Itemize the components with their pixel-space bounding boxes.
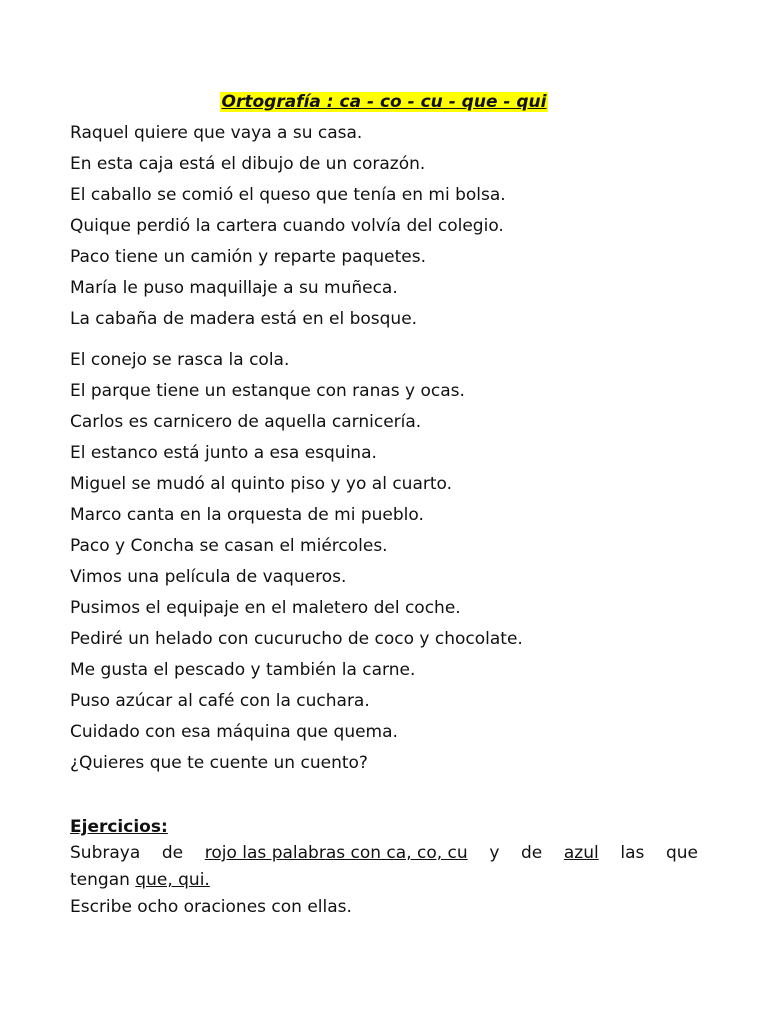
exercise-instruction-2 xyxy=(70,867,698,893)
word: de xyxy=(161,843,184,863)
word: Subraya xyxy=(70,843,141,863)
sentence-list xyxy=(70,118,710,779)
sentence: El caballo se comió el queso que tenía en mi bolsa. xyxy=(70,185,506,205)
sentence: La cabaña de madera está en el bosque. xyxy=(70,309,418,329)
exercise-instruction-1 xyxy=(70,840,698,866)
underlined-phrase-red: rojo las palabras con ca, co, cu xyxy=(204,843,468,863)
sentence: Marco canta en la orquesta de mi pueblo. xyxy=(70,505,424,525)
page-title xyxy=(0,89,768,115)
sentence: ¿Quieres que te cuente un cuento? xyxy=(70,753,368,773)
word: de xyxy=(521,843,543,863)
sentence: Vimos una película de vaqueros. xyxy=(70,567,347,587)
sentence: Raquel quiere que vaya a su casa. xyxy=(70,123,363,143)
sentence: Paco tiene un camión y reparte paquetes. xyxy=(70,247,427,267)
sentence: Quique perdió la cartera cuando volvía del colegio. xyxy=(70,216,504,236)
sentence: El estanco está junto a esa esquina. xyxy=(70,443,377,463)
word: que xyxy=(665,843,698,863)
word: las xyxy=(620,843,645,863)
page-title-text: Ortografía : ca - co - cu - que - qui xyxy=(221,92,547,112)
sentence: El conejo se rasca la cola. xyxy=(70,350,290,370)
sentence: Puso azúcar al café con la cuchara. xyxy=(70,691,370,711)
sentence: Miguel se mudó al quinto piso y yo al cuarto. xyxy=(70,474,453,494)
word: tengan xyxy=(70,870,130,890)
exercises-heading-text: Ejercicios: xyxy=(70,817,168,837)
exercise-instruction-3: Escribe ocho oraciones con ellas. xyxy=(70,897,352,917)
underlined-syllables: que, qui. xyxy=(135,870,210,890)
sentence: María le puso maquillaje a su muñeca. xyxy=(70,278,398,298)
sentence: Me gusta el pescado y también la carne. xyxy=(70,660,416,680)
sentence: Pusimos el equipaje en el maletero del coche. xyxy=(70,598,461,618)
underlined-word-blue: azul xyxy=(563,843,599,863)
sentence: El parque tiene un estanque con ranas y ocas. xyxy=(70,381,465,401)
sentence: Carlos es carnicero de aquella carnicería. xyxy=(70,412,422,432)
word: y xyxy=(489,843,500,863)
sentence: Paco y Concha se casan el miércoles. xyxy=(70,536,388,556)
exercises-heading xyxy=(70,814,168,840)
sentence: Pediré un helado con cucurucho de coco y chocolate. xyxy=(70,629,523,649)
sentence: En esta caja está el dibujo de un corazón. xyxy=(70,154,426,174)
paragraph-gap xyxy=(70,335,710,345)
sentence: Cuidado con esa máquina que quema. xyxy=(70,722,398,742)
